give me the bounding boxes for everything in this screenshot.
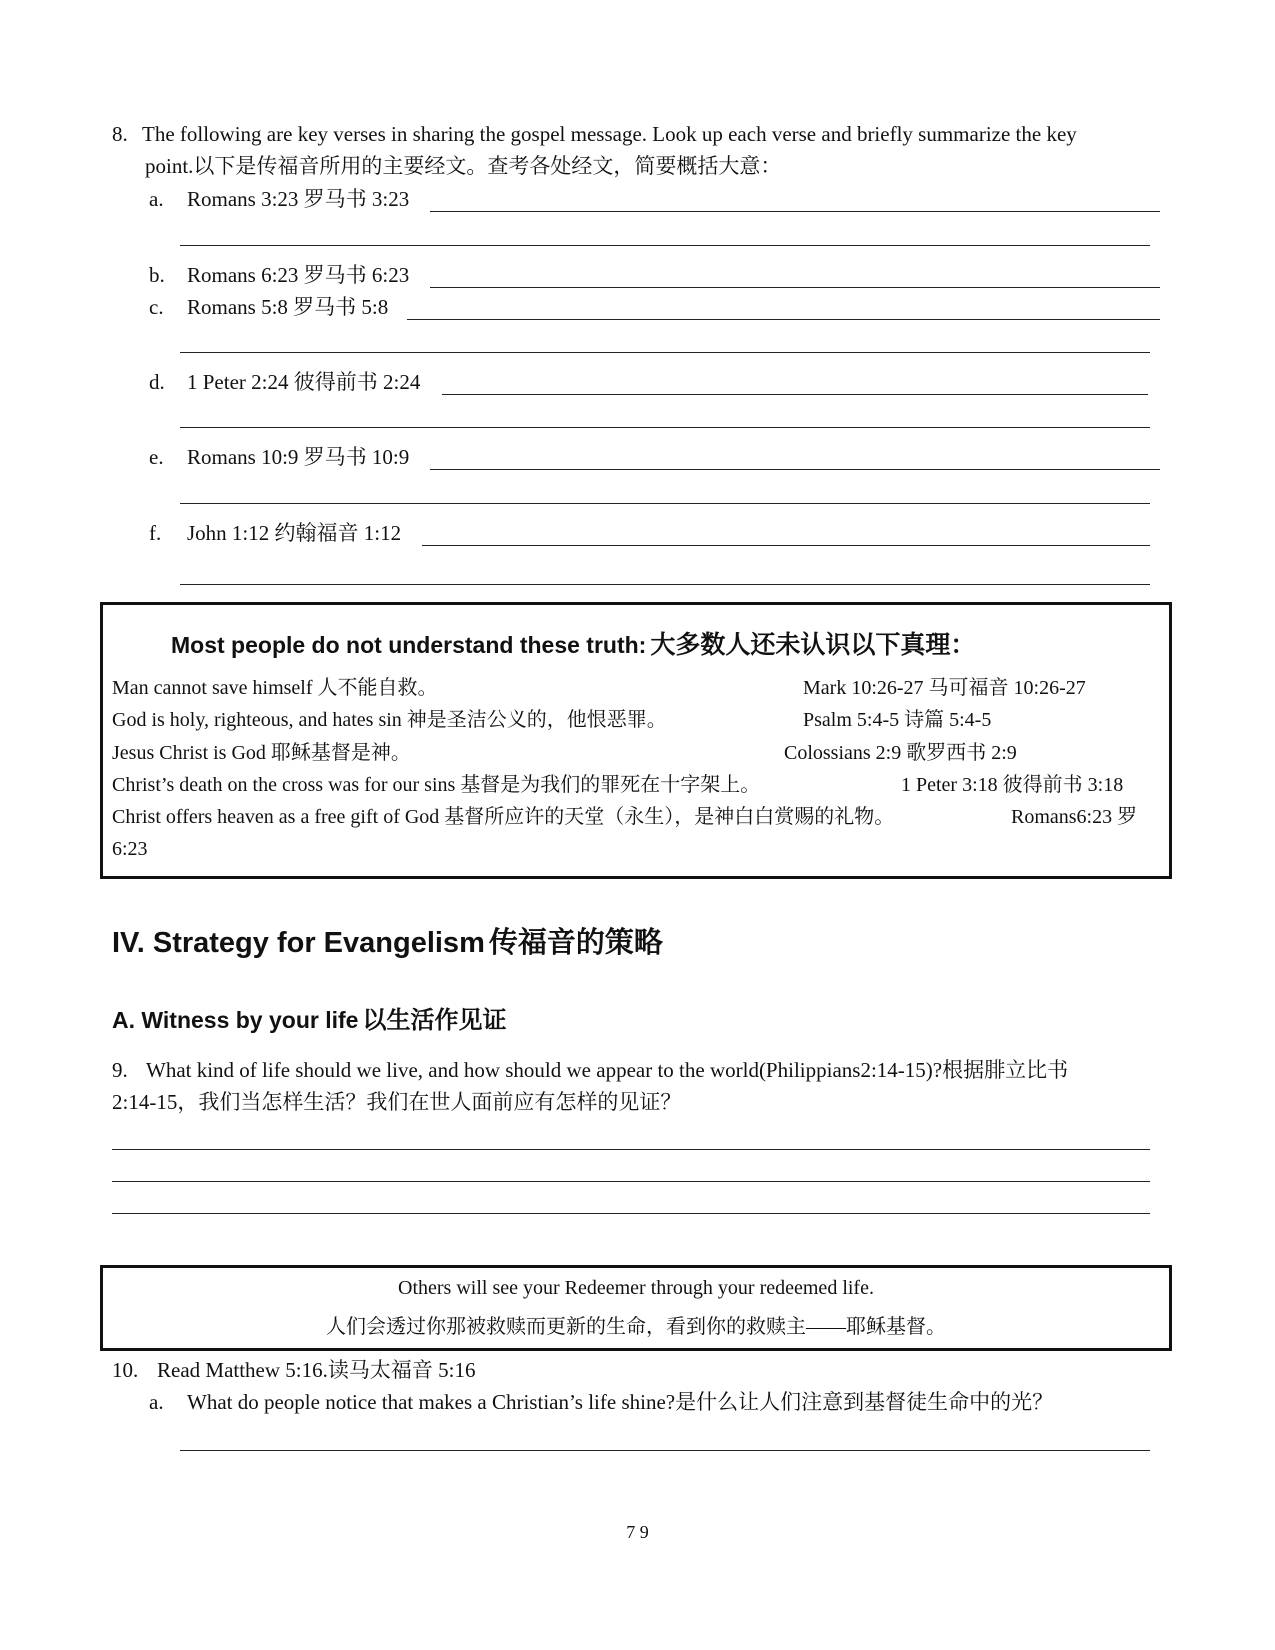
q8-item-verse: Romans 6:23 罗马书 6:23 [187,263,410,287]
truth-row-ref: 1 Peter 3:18 彼得前书 3:18 [901,774,1124,796]
q8-text-line1: The following are key verses in sharing the gospel message. Look up each verse and briefly summarize the key [142,122,1077,146]
q8-item-verse: Romans 10:9 罗马书 10:9 [187,445,410,469]
page-number: 7 9 [626,1522,649,1542]
answer-line[interactable] [112,1213,1150,1214]
section-a-heading-zh: 以生活作见证 [362,1005,507,1034]
quote-box [100,1265,1172,1351]
answer-line[interactable] [442,394,1148,395]
truth-row-ref: Romans6:23 罗 [1011,806,1138,828]
q8-item-letter: f. [149,521,162,545]
answer-line[interactable] [112,1149,1150,1150]
q8-item-letter: e. [149,445,164,469]
answer-line[interactable] [430,211,1160,212]
q8-item-letter: c. [149,295,164,319]
q10-item-text: What do people notice that makes a Christian’s life shine?是什么让人们注意到基督徒生命中的光？ [187,1390,1054,1414]
answer-line[interactable] [180,245,1150,246]
q8-item-verse: John 1:12 约翰福音 1:12 [187,521,402,545]
q8-text-line2: point.以下是传福音所用的主要经文。查考各处经文，简要概括大意： [145,154,782,178]
q10-text: Read Matthew 5:16.读马太福音 5:16 [157,1358,476,1382]
section-iv-heading-zh: 传福音的策略 [488,925,663,959]
truth-box [100,602,1172,879]
quote-zh: 人们会透过你那被救赎而更新的生命，看到你的救赎主——耶稣基督。 [326,1316,946,1338]
answer-line[interactable] [430,287,1160,288]
section-iv-heading [112,920,663,961]
q8-item-verse: Romans 3:23 罗马书 3:23 [187,187,410,211]
truth-heading-en: Most people do not understand these truth: [171,632,647,658]
truth-row-continuation: 6:23 [112,838,148,860]
q10-item-letter: a. [149,1390,164,1414]
truth-row-text: Man cannot save himself 人不能自救。 [112,677,438,699]
q9-text-line2: 2:14-15，我们当怎样生活？我们在世人面前应有怎样的见证？ [112,1090,682,1114]
quote-en: Others will see your Redeemer through your redeemed life. [398,1277,874,1299]
q8-item-verse: 1 Peter 2:24 彼得前书 2:24 [187,370,421,394]
truth-row-text: Jesus Christ is God 耶稣基督是神。 [112,742,411,764]
q8-item-verse: Romans 5:8 罗马书 5:8 [187,295,389,319]
q10-number: 10. [112,1358,139,1382]
q8-item-letter: b. [149,263,165,287]
answer-line[interactable] [180,1450,1150,1451]
answer-line[interactable] [422,545,1150,546]
answer-line[interactable] [430,469,1160,470]
truth-row-ref: Mark 10:26-27 马可福音 10:26-27 [803,677,1086,699]
answer-line[interactable] [180,584,1150,585]
truth-row-ref: Colossians 2:9 歌罗西书 2:9 [784,742,1017,764]
q8-item-letter: a. [149,187,164,211]
answer-line[interactable] [180,503,1150,504]
truth-heading-zh: 大多数人还未认识以下真理： [650,630,976,659]
answer-line[interactable] [407,319,1160,320]
q9-number: 9. [112,1058,128,1082]
answer-line[interactable] [180,352,1150,353]
truth-row-text: Christ offers heaven as a free gift of God 基督所应许的天堂（永生），是神白白赏赐的礼物。 [112,806,895,828]
truth-row-text: Christ’s death on the cross was for our sins 基督是为我们的罪死在十字架上。 [112,774,761,796]
section-a-heading [112,1000,506,1035]
section-iv-heading-en: IV. Strategy for Evangelism [112,927,485,959]
q9-text-line1: What kind of life should we live, and how should we appear to the world(Philippians2:14-15)?根据腓立比书 [146,1058,1069,1082]
answer-line[interactable] [112,1181,1150,1182]
truth-row-text: God is holy, righteous, and hates sin 神是圣洁公义的，他恨恶罪。 [112,709,667,731]
truth-row-ref: Psalm 5:4-5 诗篇 5:4-5 [803,709,992,731]
q8-item-letter: d. [149,370,165,394]
q8-number: 8. [112,122,128,146]
answer-line[interactable] [180,427,1150,428]
truth-box-heading [171,625,975,661]
section-a-heading-en: A. Witness by your life [112,1007,359,1033]
